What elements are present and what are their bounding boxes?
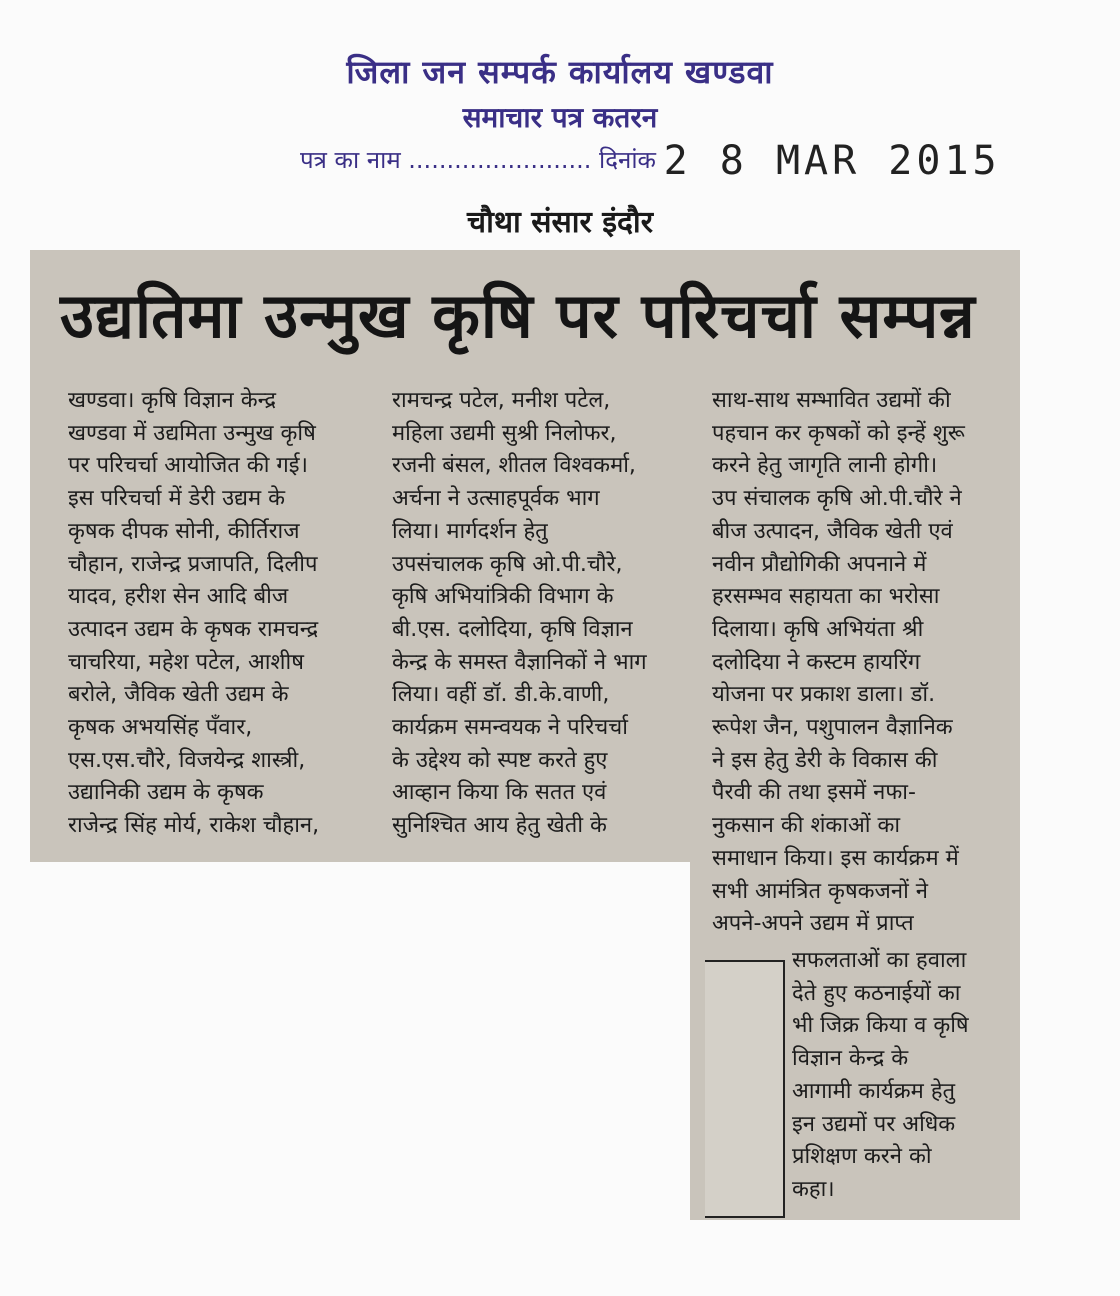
article-line: खण्डवा में उद्यमिता उन्मुख कृषि xyxy=(68,420,316,446)
article-line: उपसंचालक कृषि ओ.पी.चौरे, xyxy=(392,551,623,577)
article-line: प्रशिक्षण करने को xyxy=(792,1144,932,1170)
article-line: दिलाया। कृषि अभियंता श्री xyxy=(712,616,924,642)
article-line: दलोदिया ने कस्टम हायरिंग xyxy=(712,649,921,675)
article-line: समाधान किया। इस कार्यक्रम में xyxy=(712,845,959,871)
article-column-2 xyxy=(392,385,692,843)
article-line: पैरवी की तथा इसमें नफा- xyxy=(712,780,916,806)
article-line: बरोले, जैविक खेती उद्यम के xyxy=(68,682,289,708)
article-line: चाचरिया, महेश पटेल, आशीष xyxy=(68,649,304,675)
article-line: कृषि अभियांत्रिकी विभाग के xyxy=(392,584,614,610)
stamp-subtitle: समाचार पत्र कतरन xyxy=(462,101,658,134)
article-line: चौहान, राजेन्द्र प्रजापति, दिलीप xyxy=(68,551,318,577)
article-line: सभी आमंत्रित कृषकजनों ने xyxy=(712,878,928,904)
article-line: बीज उत्पादन, जैविक खेती एवं xyxy=(712,518,953,544)
article-line: उद्यानिकी उद्यम के कृषक xyxy=(68,780,264,806)
article-line: अर्चना ने उत्साहपूर्वक भाग xyxy=(392,486,600,512)
article-line: रूपेश जैन, पशुपालन वैज्ञानिक xyxy=(712,715,953,741)
article-line: पर परिचर्चा आयोजित की गई। xyxy=(68,453,308,479)
article-line: कहा। xyxy=(792,1176,835,1202)
article-line: इन उद्यमों पर अधिक xyxy=(792,1111,956,1137)
article-line: अपने-अपने उद्यम में प्राप्त xyxy=(712,911,914,937)
article-column-3 xyxy=(712,385,1012,941)
article-line: कृषक अभयसिंह पँवार, xyxy=(68,715,253,741)
stamp-details-line xyxy=(300,138,1020,184)
article-line: आगामी कार्यक्रम हेतु xyxy=(792,1078,956,1104)
article-line: हरसम्भव सहायता का भरोसा xyxy=(712,584,940,610)
date-value: 2 8 MAR 2015 xyxy=(663,138,1001,184)
paper-name-label: पत्र का नाम ........................ xyxy=(300,146,592,174)
article-line: बी.एस. दलोदिया, कृषि विज्ञान xyxy=(392,616,633,642)
article-line: रजनी बंसल, शीतल विश्वकर्मा, xyxy=(392,453,636,479)
article-line: ने इस हेतु डेरी के विकास की xyxy=(712,747,938,773)
article-line: नुकसान की शंकाओं का xyxy=(712,813,901,839)
article-line: सुनिश्चित आय हेतु खेती के xyxy=(392,813,607,839)
article-line: देते हुए कठनाईयों का xyxy=(792,980,961,1006)
article-line: साथ-साथ सम्भावित उद्यमों की xyxy=(712,388,951,413)
article-line: इस परिचर्चा में डेरी उद्यम के xyxy=(68,486,286,512)
article-line: सफलताओं का हवाला xyxy=(792,948,967,973)
article-line: पहचान कर कृषकों को इन्हें शुरू xyxy=(712,420,965,446)
article-line: रामचन्द्र पटेल, मनीश पटेल, xyxy=(392,388,611,413)
article-line: यादव, हरीश सेन आदि बीज xyxy=(68,584,289,610)
article-line: भी जिक्र किया व कृषि xyxy=(792,1013,969,1039)
article-line: उत्पादन उद्यम के कृषक रामचन्द्र xyxy=(68,616,319,642)
article-line: महिला उद्यमी सुश्री निलोफर, xyxy=(392,420,617,446)
article-column-3-continued xyxy=(792,945,1012,1207)
article-line: कृषक दीपक सोनी, कीर्तिराज xyxy=(68,518,300,544)
article-line: के उद्देश्य को स्पष्ट करते हुए xyxy=(392,747,608,773)
article-line: उप संचालक कृषि ओ.पी.चौरे ने xyxy=(712,486,962,512)
article-headline: उद्यतिमा उन्मुख कृषि पर परिचर्चा सम्पन्न xyxy=(60,279,976,352)
article-line: आव्हान किया कि सतत एवं xyxy=(392,780,607,806)
stamp-office-title: जिला जन सम्पर्क कार्यालय खण्डवा xyxy=(346,53,774,91)
article-line: केन्द्र के समस्त वैज्ञानिकों ने भाग xyxy=(392,649,647,675)
article-line: योजना पर प्रकाश डाला। डॉ. xyxy=(712,682,936,708)
article-line: नवीन प्रौद्योगिकी अपनाने में xyxy=(712,551,927,577)
article-line: लिया। वहीं डॉ. डी.के.वाणी, xyxy=(392,682,610,708)
article-line: लिया। मार्गदर्शन हेतु xyxy=(392,518,548,544)
date-label: दिनांक xyxy=(599,146,656,174)
article-column-1 xyxy=(68,385,388,843)
article-line: कार्यक्रम समन्वयक ने परिचर्चा xyxy=(392,715,628,741)
article-line: खण्डवा। कृषि विज्ञान केन्द्र xyxy=(68,388,277,413)
article-line: एस.एस.चौरे, विजयेन्द्र शास्त्री, xyxy=(68,747,306,773)
adjacent-clipping-fragment xyxy=(705,960,785,1218)
article-line: विज्ञान केन्द्र के xyxy=(792,1046,909,1072)
article-line: राजेन्द्र सिंह मोर्य, राकेश चौहान, xyxy=(68,813,320,839)
article-line: करने हेतु जागृति लानी होगी। xyxy=(712,453,938,479)
newspaper-name: चौथा संसार इंदौर xyxy=(467,205,653,240)
